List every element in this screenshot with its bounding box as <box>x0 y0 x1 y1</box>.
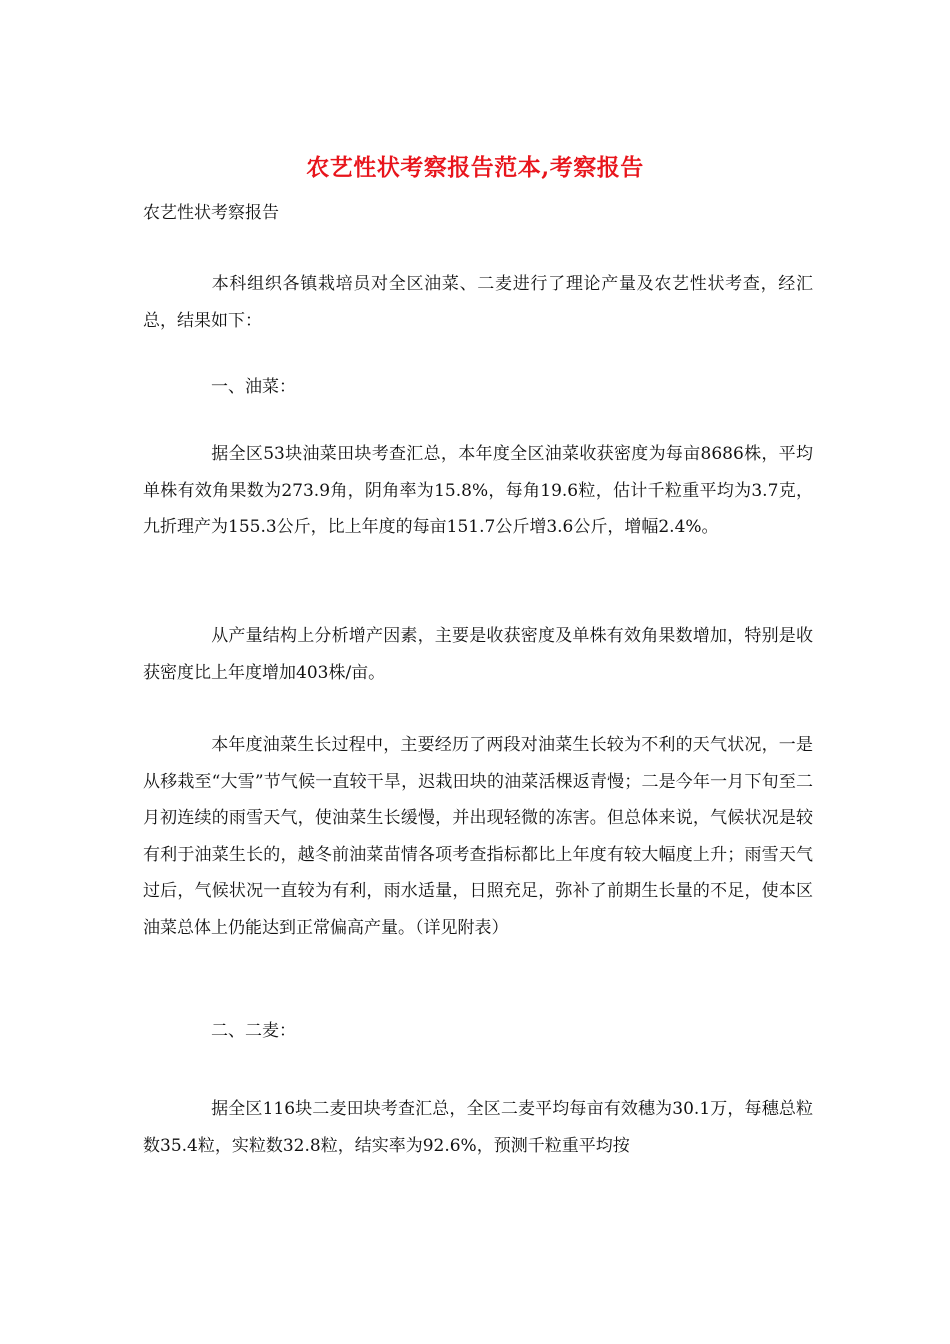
rapeseed-paragraph-1-text: 据全区53块油菜田块考查汇总，本年度全区油菜收获密度为每亩8686株，平均单株有效角果数为273.9角，阴角率为15.8%，每角19.6粒，估计千粒重平均为3.7克，九折理产为155.3公斤，比上年度的每亩151.7公斤增3.6公斤，增幅2.4%。 <box>143 444 813 537</box>
rapeseed-paragraph-1 <box>143 436 813 546</box>
section-heading-rapeseed: 一、油菜： <box>211 377 296 397</box>
rapeseed-paragraph-3-text: 本年度油菜生长过程中，主要经历了两段对油菜生长较为不利的天气状况，一是从移栽至“大雪”节气候一直较干旱，迟栽田块的油菜活棵返青慢；二是今年一月下旬至二月初连续的雨雪天气，使油菜生长缓慢，并出现轻微的冻害。但总体来说，气候状况是较有利于油菜生长的，越冬前油菜苗情各项考查指标都比上年度有较大幅度上升；雨雪天气过后，气候状况一直较为有利，雨水适量，日照充足，弥补了前期生长量的不足，使本区油菜总体上仍能达到正常偏高产量。（详见附表） <box>143 735 813 938</box>
wheat-paragraph-1-text: 据全区116块二麦田块考查汇总，全区二麦平均每亩有效穗为30.1万，每穗总粒数35.4粒，实粒数32.8粒，结实率为92.6%，预测千粒重平均按 <box>143 1099 813 1156</box>
document-title: 农艺性状考察报告范本,考察报告 <box>306 154 644 181</box>
wheat-paragraph-1 <box>143 1091 813 1164</box>
section-heading-wheat: 二、二麦： <box>211 1021 296 1041</box>
rapeseed-paragraph-3 <box>143 727 813 946</box>
rapeseed-paragraph-2-text: 从产量结构上分析增产因素，主要是收获密度及单株有效角果数增加，特别是收获密度比上年度增加403株/亩。 <box>143 626 813 683</box>
document-subtitle: 农艺性状考察报告 <box>143 203 279 223</box>
intro-text: 本科组织各镇栽培员对全区油菜、二麦进行了理论产量及农艺性状考查，经汇总，结果如下： <box>143 274 813 331</box>
rapeseed-paragraph-2 <box>143 618 813 691</box>
intro-paragraph <box>143 266 813 339</box>
